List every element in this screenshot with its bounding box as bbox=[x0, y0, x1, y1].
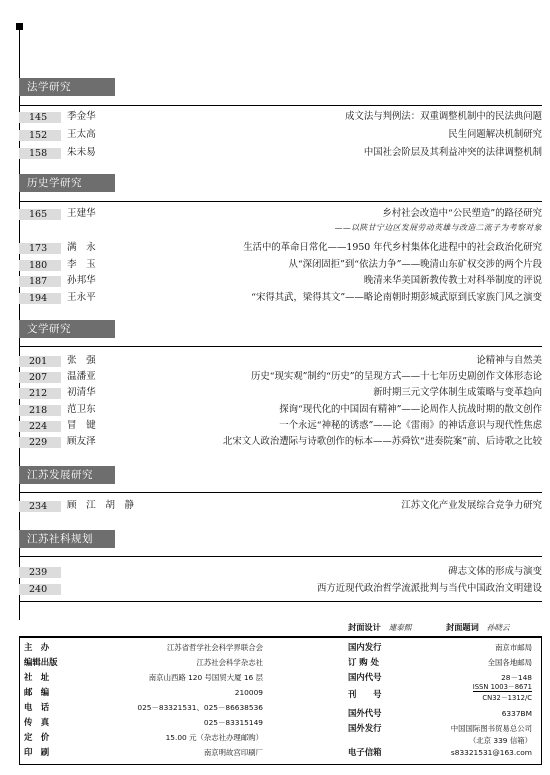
masthead-value: 江苏省哲学社会科学界联合会 bbox=[166, 643, 263, 652]
page-number: 240 bbox=[19, 584, 61, 595]
author: 王太高 bbox=[67, 129, 96, 140]
masthead-value: 南京山西路 120 号国贸大厦 16 层 bbox=[148, 673, 263, 682]
masthead-value: 15.00 元（杂志社办理邮购） bbox=[165, 733, 263, 742]
article-subtitle: ——以陕甘宁边区发展劳动英雄与改造二流子为考察对象 bbox=[334, 223, 542, 232]
author: 王永平 bbox=[67, 292, 96, 303]
section-divider bbox=[19, 492, 542, 493]
page-number: 201 bbox=[19, 356, 61, 367]
masthead-label: 国外发行 bbox=[348, 723, 382, 733]
toc-entry[interactable] bbox=[19, 564, 542, 580]
article-title: “宋得其武，梁得其文”——略论南朝时期彭城武原到氏家族门风之演变 bbox=[251, 292, 542, 303]
section-header-literature: 文学研究 bbox=[19, 320, 115, 338]
credit-label: 封面题词 bbox=[446, 622, 479, 632]
issn-number: ISSN 1003－8671 bbox=[472, 683, 532, 691]
masthead-box bbox=[19, 636, 542, 765]
toc-entry[interactable] bbox=[19, 109, 542, 125]
page-number: 194 bbox=[19, 293, 61, 304]
page-number: 239 bbox=[19, 567, 61, 578]
author: 冒 键 bbox=[67, 420, 96, 431]
masthead-value: 中国国际图书贸易总公司 bbox=[450, 724, 532, 733]
page-number: 187 bbox=[19, 276, 61, 287]
email-value[interactable]: s83321531@163.com bbox=[450, 748, 532, 757]
page-number: 212 bbox=[19, 388, 61, 399]
masthead-value: 210009 bbox=[234, 688, 263, 697]
toc-entry[interactable] bbox=[19, 402, 542, 418]
cover-design-credit bbox=[348, 622, 412, 633]
toc-entry[interactable] bbox=[19, 353, 542, 369]
author: 张 强 bbox=[67, 355, 96, 366]
masthead-label: 国内发行 bbox=[348, 642, 382, 652]
masthead-value: 28－148 bbox=[501, 673, 532, 682]
section-header-law: 法学研究 bbox=[19, 78, 115, 96]
article-title: 碑志文体的形成与演变 bbox=[448, 566, 542, 577]
toc-entry[interactable] bbox=[19, 257, 542, 273]
author: 孙邦华 bbox=[67, 275, 96, 286]
toc-entry[interactable] bbox=[19, 369, 542, 385]
page-number: 165 bbox=[19, 209, 61, 220]
toc-entry[interactable] bbox=[19, 581, 542, 597]
masthead-value: 6337BM bbox=[501, 709, 532, 718]
page-number: 158 bbox=[19, 148, 61, 159]
section-header-history: 历史学研究 bbox=[19, 174, 115, 192]
masthead-label: 邮 编 bbox=[24, 687, 50, 697]
section-divider bbox=[19, 346, 542, 347]
article-title: 成文法与判例法：双重调整机制中的民法典问题 bbox=[345, 111, 542, 122]
toc-entry[interactable] bbox=[19, 418, 542, 434]
page-number: 207 bbox=[19, 372, 61, 383]
page-number: 173 bbox=[19, 243, 61, 254]
masthead-value: （北京 339 信箱） bbox=[468, 736, 532, 745]
toc-entry[interactable] bbox=[19, 206, 542, 222]
masthead-value: 江苏社会科学杂志社 bbox=[196, 658, 263, 667]
author: 满 永 bbox=[67, 242, 96, 253]
toc-entry[interactable] bbox=[19, 385, 542, 401]
masthead-label: 国外代号 bbox=[348, 708, 382, 718]
page-number: 229 bbox=[19, 437, 61, 448]
article-title: 生活中的革命日常化——1950 年代乡村集体化进程中的社会政治化研究 bbox=[243, 242, 542, 253]
article-title: 一个永远“神秘的诱惑”——论《雷雨》的神话意识与现代性焦虑 bbox=[279, 420, 542, 431]
article-title: 中国社会阶层及其利益冲突的法律调整机制 bbox=[363, 147, 542, 158]
author: 李 玉 bbox=[67, 259, 96, 270]
article-title: 晚清来华美国新教传教士对科举制度的评说 bbox=[363, 275, 542, 286]
toc-entry[interactable] bbox=[19, 127, 542, 143]
section-divider bbox=[19, 105, 542, 106]
toc-entry[interactable] bbox=[19, 145, 542, 161]
author: 王建华 bbox=[67, 208, 96, 219]
article-title: 从“深闭固拒”到“依法力争”——晚清山东矿权交涉的两个片段 bbox=[288, 259, 542, 270]
toc-entry[interactable] bbox=[19, 498, 542, 514]
masthead-label: 电子信箱 bbox=[348, 747, 382, 757]
article-title: 论精神与自然美 bbox=[476, 355, 542, 366]
masthead-value: 025－83315149 bbox=[203, 718, 263, 727]
author: 温潘亚 bbox=[67, 371, 96, 382]
article-title: 北宋文人政治遭际与诗歌创作的标本——苏舜钦“进奏院案”前、后诗歌之比较 bbox=[223, 436, 542, 447]
credit-name: 連泰熙 bbox=[388, 623, 412, 632]
author: 初清华 bbox=[67, 387, 96, 398]
section-header-jiangsu-planning: 江苏社科规划 bbox=[19, 530, 115, 548]
author: 季金华 bbox=[67, 111, 96, 122]
page-number: 234 bbox=[19, 501, 61, 512]
article-title: 乡村社会改造中“公民塑造”的路径研究 bbox=[382, 208, 542, 219]
toc-entry[interactable] bbox=[19, 434, 542, 450]
masthead-label: 订 购 处 bbox=[348, 657, 379, 667]
author: 范卫东 bbox=[67, 404, 96, 415]
author: 朱未易 bbox=[67, 147, 96, 158]
section-header-jiangsu-development: 江苏发展研究 bbox=[19, 466, 115, 484]
article-title: 民生问题解决机制研究 bbox=[448, 129, 542, 140]
masthead-value: 全国各地邮局 bbox=[487, 658, 532, 667]
masthead-value: 南京市邮局 bbox=[495, 643, 532, 652]
cover-inscription-credit bbox=[446, 622, 510, 633]
credit-name: 孙晓云 bbox=[486, 623, 510, 632]
page-number: 180 bbox=[19, 260, 61, 271]
credit-label: 封面设计 bbox=[348, 622, 381, 632]
cn-number: CN32－1312/C bbox=[482, 694, 532, 702]
article-title: 江苏文化产业发展综合竞争力研究 bbox=[401, 500, 542, 511]
article-title: 西方近现代政治哲学流派批判与当代中国政治文明建设 bbox=[316, 583, 542, 594]
masthead-label: 主 办 bbox=[24, 642, 50, 652]
masthead-label: 传 真 bbox=[24, 717, 50, 727]
toc-entry[interactable] bbox=[19, 240, 542, 256]
article-title: 历史“现实观”制约“历史”的呈现方式——十七年历史剧创作文体形态论 bbox=[250, 371, 542, 382]
page-number: 218 bbox=[19, 405, 61, 416]
bottom-rule bbox=[19, 601, 542, 602]
masthead-label: 刊 号 bbox=[348, 689, 382, 699]
author: 顾友泽 bbox=[67, 436, 96, 447]
masthead-label: 编辑出版 bbox=[24, 657, 58, 667]
masthead-label: 电 话 bbox=[24, 702, 50, 712]
masthead-label: 印 刷 bbox=[24, 747, 50, 757]
section-divider bbox=[19, 556, 542, 557]
toc-entry[interactable] bbox=[19, 290, 542, 306]
masthead-label: 定 价 bbox=[24, 732, 50, 742]
article-title: 探询“现代化的中国固有精神”——论周作人抗战时期的散文创作 bbox=[279, 404, 542, 415]
page-number: 152 bbox=[19, 130, 61, 141]
masthead-label: 国内代号 bbox=[348, 672, 382, 682]
toc-entry[interactable] bbox=[19, 273, 542, 289]
masthead-value: 南京明故宫印刷厂 bbox=[203, 748, 263, 757]
page-number: 224 bbox=[19, 421, 61, 432]
author: 顾 江 胡 静 bbox=[67, 500, 135, 511]
article-title: 新时期三元文学体制生成策略与变革趋向 bbox=[373, 387, 542, 398]
section-divider bbox=[19, 201, 542, 202]
masthead-value: 025－83321531、025－86638536 bbox=[137, 703, 263, 712]
page-number: 145 bbox=[19, 112, 61, 123]
masthead-label: 社 址 bbox=[24, 672, 50, 682]
